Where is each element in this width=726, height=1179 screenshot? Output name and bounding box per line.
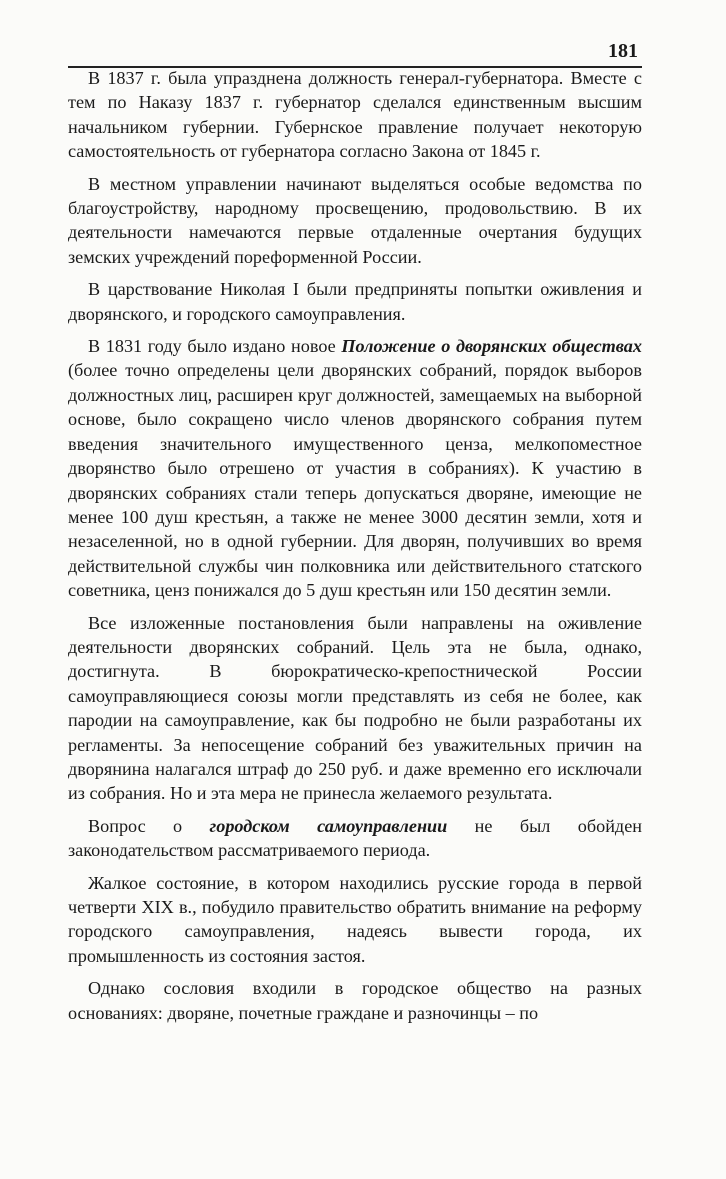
paragraph [68, 976, 642, 1025]
paragraph [68, 611, 642, 806]
paragraph [68, 871, 642, 969]
paragraph [68, 814, 642, 863]
text-segment: В царствование Николая I были предприняты попытки оживления и дворянского, и городского самоуправления. [68, 279, 642, 324]
text-segment: Жалкое состояние, в котором находились русские города в первой четверти XIX в., побудило правительство обратить внимание на реформу городского самоуправления, надеясь вывести города, их промышленность из состояния застоя. [68, 872, 642, 966]
page-header [68, 40, 642, 68]
text-segment: Все изложенные постановления были направлены на оживление деятельности дворянских собраний. Цель эта не была, однако, достигнута. В бюрократическо-крепостнической России самоуправляющиеся союзы могли представлять из себя не более, как пародии на самоуправление, как бы подробно не были разработаны их регламенты. За непосещение собраний без уважительных причин на дворянина налагался штраф до 250 руб. и даже временно его исключали из собрания. Но и эта мера не принесла желаемого результата. [68, 612, 642, 804]
page-number: 181 [608, 40, 638, 62]
text-segment: В 1831 году было издано новое [88, 336, 342, 357]
paragraph [68, 172, 642, 270]
emphasized-term: городском самоуправлении [209, 815, 448, 836]
text-segment: Однако сословия входили в городское общество на разных основаниях: дворяне, почетные граждане и разночинцы – по [68, 978, 642, 1023]
text-segment: В 1837 г. была упразднена должность генерал-губернатора. Вместе с тем по Наказу 1837 г. губернатор сделался единственным высшим начальником губернии. Губернское правление получает некоторую самостоятельность от губернатора согласно Закона от 1845 г. [68, 68, 642, 162]
text-segment: В местном управлении начинают выделяться особые ведомства по благоустройству, народному просвещению, продовольствию. В их деятельности намечаются первые отдаленные очертания будущих земских учреждений пореформенной России. [68, 173, 642, 267]
text-segment: не был обойден законодательством рассматриваемого периода. [68, 815, 642, 861]
text-segment: Вопрос о [88, 815, 210, 836]
body-text [68, 66, 642, 1033]
paragraph [68, 277, 642, 326]
text-segment: (более точно определены цели дворянских собраний, порядок выборов должностных лиц, расширен круг должностей, замещаемых на выборной основе, было сокращено число членов дворянского собрания путем введения значительного имущественного ценза, мелкопоместное дворянство было отрешено от участия в собраниях). К участию в дворянских собраниях стали теперь допускаться дворяне, имеющие не менее 100 душ крестьян, а также не менее 3000 десятин земли, хотя и незаселенной, но в одной губернии. Для дворян, получивших во время действительной службы чин полковника или действительного статского советника, ценз понижался до 5 душ крестьян или 150 десятин земли. [68, 360, 642, 601]
emphasized-term: Положение о дворянских обществах [341, 336, 642, 357]
paragraph [68, 66, 642, 164]
paragraph [68, 334, 642, 602]
